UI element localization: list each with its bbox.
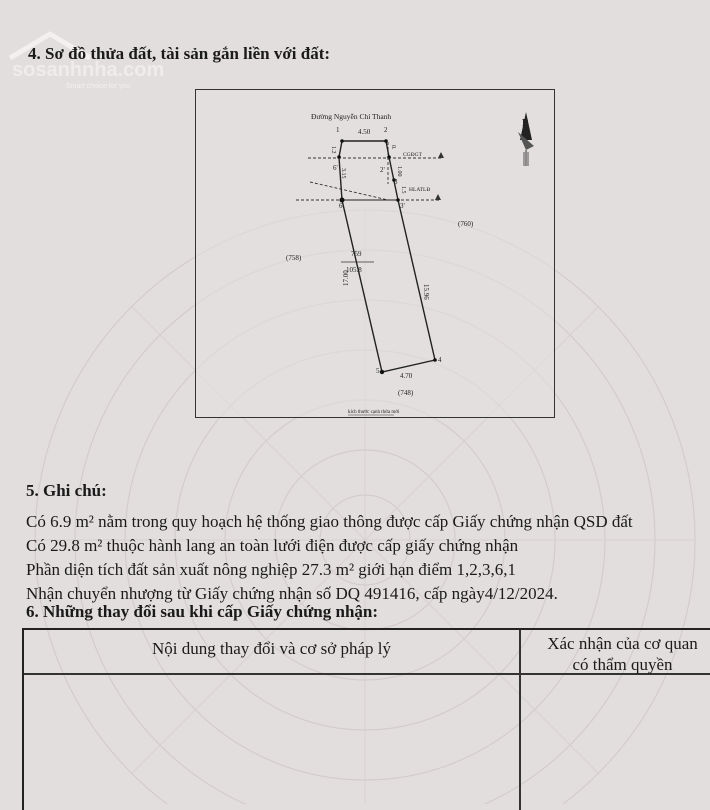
neighbor-west: (758) (286, 254, 302, 262)
road-label: Đường Nguyễn Chí Thanh (311, 112, 392, 121)
neighbor-south: (748) (398, 389, 414, 397)
section5-title: 5. Ghi chú: (26, 481, 107, 500)
point-label: 1 (336, 126, 340, 134)
svg-text:B: B (522, 118, 529, 129)
note-line: Có 6.9 m² nằm trong quy hoạch hệ thống giao thông được cấp Giấy chứng nhận QSD đất (26, 512, 633, 531)
note-line: Phần diện tích đất sản xuất nông nghiệp 27.3 m² giới hạn điểm 1,2,3,6,1 (26, 560, 517, 579)
small-dimension: 0. (390, 145, 396, 150)
watermark-tagline: Smart choice for you (66, 83, 131, 90)
point-label: 4 (438, 356, 442, 364)
map-footnote: kích thước cạnh thửa mới (348, 410, 400, 415)
point-label: 2 (384, 126, 388, 134)
small-dimension: 1.00 (396, 166, 402, 177)
edge-dimension: 17.00 (342, 270, 350, 286)
point-label: 3' (400, 202, 405, 210)
point-label: 2' (380, 166, 385, 174)
small-dimension: 1.5 (400, 186, 406, 194)
small-dimension: 1.2 (330, 146, 336, 154)
table-header-confirmation-line2: có thẩm quyền (572, 655, 673, 674)
watermark-brand: sosanhnha.com (12, 59, 165, 81)
edge-dimension: 4.50 (358, 128, 371, 136)
boundary-label: CGĐGT (403, 152, 422, 158)
boundary-label: HLATLĐ (409, 187, 431, 193)
note-line: Có 29.8 m² thuộc hành lang an toàn lưới điện được cấp giấy chứng nhận (26, 536, 519, 555)
edge-dimension: 15.96 (422, 284, 430, 300)
table-header-content: Nội dung thay đổi và cơ sở pháp lý (152, 639, 391, 658)
table-header-confirmation (521, 633, 710, 675)
small-dimension: 3.15 (340, 168, 346, 179)
point-label: 6 (339, 202, 343, 210)
point-label: 5 (376, 367, 380, 375)
table-header-confirmation-line1: Xác nhận của cơ quan (547, 634, 698, 653)
parcel-number: 759 (351, 250, 362, 258)
parcel-area: 105.8 (346, 266, 362, 274)
section6-title: 6. Những thay đổi sau khi cấp Giấy chứng nhận: (26, 602, 379, 621)
changes-table (22, 628, 710, 810)
north-arrow-icon (518, 112, 534, 166)
point-label: 3 (394, 178, 398, 186)
section4-title: 4. Sơ đồ thửa đất, tài sản gắn liền với đất: (28, 44, 331, 63)
land-parcel-map (195, 89, 555, 418)
neighbor-east: (760) (458, 220, 474, 228)
edge-dimension: 4.70 (400, 372, 413, 380)
note-line: Nhận chuyển nhượng từ Giấy chứng nhận số DQ 491416, cấp ngày4/12/2024. (26, 584, 558, 603)
point-label: 6' (333, 164, 338, 172)
